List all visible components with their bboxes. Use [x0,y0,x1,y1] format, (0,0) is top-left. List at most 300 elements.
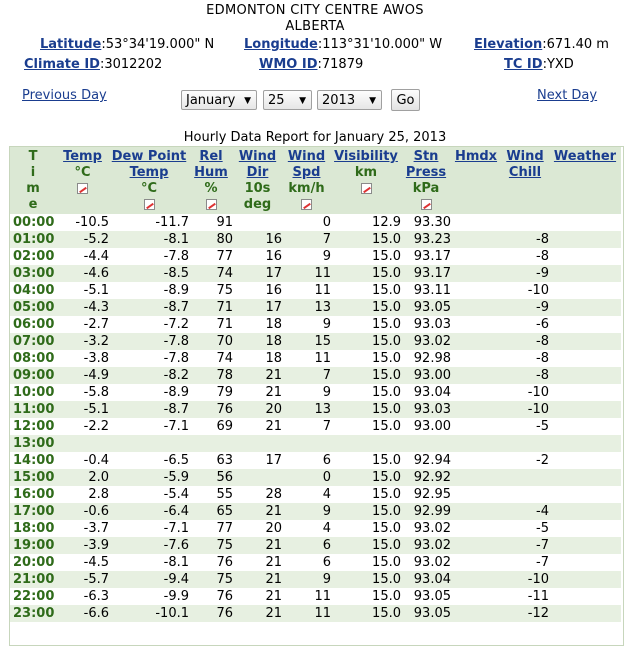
cell-windchill: -10 [501,282,549,299]
latitude-label[interactable]: Latitude [40,37,102,52]
cell-windchill: -5 [501,520,549,537]
cell-windchill: -4 [501,503,549,520]
cell-dewpoint: -6.4 [109,503,189,520]
col-humidex-link[interactable]: Hmdx [454,149,498,164]
cell-time: 10:00 [10,384,56,401]
cell-humidity: 76 [189,401,233,418]
cell-visibility: 15.0 [331,418,401,435]
col-windchill-header [501,147,549,214]
cell-pressure: 93.03 [401,401,451,418]
cell-time: 13:00 [10,435,56,452]
cell-weather [549,571,621,588]
cell-visibility [331,435,401,452]
col-time-letter: T [28,149,38,164]
cell-humidity: 69 [189,418,233,435]
cell-temp: -6.3 [56,588,109,605]
cell-dewpoint: -6.5 [109,452,189,469]
cell-weather [549,265,621,282]
cell-temp: -2.2 [56,418,109,435]
table-row [10,384,621,401]
cell-time: 18:00 [10,520,56,537]
cell-time: 00:00 [10,214,56,231]
cell-time: 22:00 [10,588,56,605]
col-visibility-link[interactable]: Visibility [334,149,398,164]
cell-visibility: 15.0 [331,299,401,316]
cell-humidex [451,469,501,486]
col-wind-spd-header [282,147,331,214]
cell-weather [549,299,621,316]
cell-dewpoint: -9.9 [109,588,189,605]
cell-time: 15:00 [10,469,56,486]
cell-windchill: -8 [501,333,549,350]
cell-visibility: 15.0 [331,520,401,537]
cell-temp: 2.0 [56,469,109,486]
cell-weather [549,486,621,503]
cell-windchill: -11 [501,588,549,605]
cell-dewpoint: -8.9 [109,282,189,299]
cell-weather [549,537,621,554]
cell-humidity: 71 [189,316,233,333]
cell-dewpoint: -7.8 [109,248,189,265]
cell-wind-dir: 21 [233,537,282,554]
col-wind-dir-header [233,147,282,214]
cell-time: 08:00 [10,350,56,367]
cell-humidex [451,418,501,435]
col-pressure-unit: kPa [412,181,440,196]
cell-weather [549,248,621,265]
col-visibility-unit: km [354,165,378,180]
cell-humidity: 56 [189,469,233,486]
col-pressure-link[interactable]: Stn [413,149,439,164]
cell-humidex [451,401,501,418]
tc-id-label[interactable]: TC ID [504,57,543,72]
cell-windchill: -7 [501,554,549,571]
cell-pressure: 93.02 [401,520,451,537]
cell-time: 23:00 [10,605,56,622]
elevation-label[interactable]: Elevation [474,37,543,52]
cell-visibility: 15.0 [331,554,401,571]
cell-temp: -0.6 [56,503,109,520]
cell-wind-spd: 9 [282,316,331,333]
cell-windchill: -8 [501,248,549,265]
cell-humidex [451,367,501,384]
cell-pressure: 93.04 [401,571,451,588]
cell-wind-spd: 6 [282,452,331,469]
table-row [10,401,621,418]
col-weather-link[interactable]: Weather [553,149,617,164]
cell-time: 11:00 [10,401,56,418]
table-row [10,248,621,265]
cell-dewpoint: -7.8 [109,333,189,350]
cell-weather [549,588,621,605]
cell-wind-dir: 17 [233,452,282,469]
month-select-value: January [186,93,236,108]
cell-humidity: 76 [189,554,233,571]
cell-wind-dir: 21 [233,605,282,622]
longitude-row: Longitude:113°31'10.000" W [244,37,443,52]
chart-icon[interactable] [77,183,88,194]
cell-wind-dir: 17 [233,265,282,282]
cell-time: 19:00 [10,537,56,554]
col-temp-header [56,147,109,214]
cell-wind-dir: 16 [233,282,282,299]
cell-dewpoint: -8.7 [109,299,189,316]
cell-visibility: 15.0 [331,452,401,469]
chart-icon[interactable] [301,199,312,210]
cell-time: 05:00 [10,299,56,316]
elevation-row: Elevation:671.40 m [474,37,609,52]
cell-humidex [451,214,501,231]
cell-windchill: -10 [501,401,549,418]
cell-weather [549,350,621,367]
cell-temp: -2.7 [56,316,109,333]
cell-humidity: 70 [189,333,233,350]
col-wind-spd-unit: km/h [288,181,325,196]
cell-pressure: 93.00 [401,418,451,435]
cell-time: 16:00 [10,486,56,503]
climate-id-row: Climate ID:3012202 [24,57,163,72]
cell-visibility: 15.0 [331,333,401,350]
cell-windchill: -10 [501,571,549,588]
col-dewpoint-unit: °C [140,181,158,196]
cell-humidex [451,384,501,401]
col-wind-spd-link-2[interactable]: Spd [292,165,321,180]
table-row [10,316,621,333]
cell-temp: -3.8 [56,350,109,367]
cell-weather [549,214,621,231]
day-select-value: 25 [268,93,285,108]
col-temp-link[interactable]: Temp [63,149,102,164]
cell-humidex [451,503,501,520]
cell-pressure: 92.92 [401,469,451,486]
cell-wind-dir: 21 [233,418,282,435]
cell-wind-dir: 16 [233,248,282,265]
cell-temp: -4.3 [56,299,109,316]
cell-windchill [501,486,549,503]
cell-weather [549,503,621,520]
cell-humidity: 74 [189,350,233,367]
cell-humidity [189,435,233,452]
cell-weather [549,418,621,435]
cell-temp [56,435,109,452]
cell-visibility: 15.0 [331,248,401,265]
col-humidity-link[interactable]: Rel [199,149,223,164]
col-time-header [10,147,56,214]
chart-icon[interactable] [206,199,217,210]
cell-time: 03:00 [10,265,56,282]
cell-time: 20:00 [10,554,56,571]
cell-wind-spd: 9 [282,384,331,401]
cell-pressure: 92.98 [401,350,451,367]
cell-temp: -4.9 [56,367,109,384]
table-body [10,214,621,622]
next-day-link[interactable]: Next Day [537,88,598,103]
cell-humidex [451,486,501,503]
table-row [10,435,621,452]
cell-wind-spd: 7 [282,231,331,248]
col-time-letter: i [30,165,36,180]
col-wind-dir-link-2[interactable]: Dir [246,165,269,180]
cell-wind-dir: 21 [233,384,282,401]
cell-weather [549,605,621,622]
cell-humidity: 75 [189,282,233,299]
cell-temp: -4.4 [56,248,109,265]
cell-dewpoint: -7.1 [109,520,189,537]
hourly-data-table-container [9,146,624,646]
cell-wind-spd: 11 [282,588,331,605]
col-wind-dir-unit: 10s [244,181,271,196]
table-row [10,333,621,350]
cell-humidex [451,435,501,452]
year-select[interactable] [317,90,382,110]
cell-visibility: 15.0 [331,571,401,588]
cell-windchill: -8 [501,350,549,367]
report-caption: Hourly Data Report for January 25, 2013 [183,130,447,145]
cell-wind-spd: 6 [282,554,331,571]
cell-humidex [451,316,501,333]
cell-pressure: 93.17 [401,248,451,265]
cell-pressure: 93.11 [401,282,451,299]
cell-visibility: 15.0 [331,350,401,367]
cell-dewpoint: -7.1 [109,418,189,435]
cell-visibility: 15.0 [331,316,401,333]
cell-wind-spd: 13 [282,401,331,418]
cell-pressure: 93.00 [401,367,451,384]
cell-wind-dir: 28 [233,486,282,503]
station-province: ALBERTA [285,19,345,34]
cell-wind-dir [233,469,282,486]
col-dewpoint-link-2[interactable]: Temp [129,165,169,180]
cell-pressure: 93.05 [401,588,451,605]
col-windchill-link-2[interactable]: Chill [508,165,542,180]
cell-temp: -10.5 [56,214,109,231]
cell-wind-spd: 0 [282,469,331,486]
cell-weather [549,554,621,571]
cell-dewpoint: -7.6 [109,537,189,554]
tc-id-value: YXD [546,57,574,72]
cell-pressure: 93.23 [401,231,451,248]
table-row [10,588,621,605]
cell-pressure: 93.02 [401,333,451,350]
cell-visibility: 15.0 [331,401,401,418]
cell-weather [549,367,621,384]
cell-windchill: -8 [501,367,549,384]
cell-windchill [501,214,549,231]
cell-weather [549,384,621,401]
cell-wind-dir [233,435,282,452]
col-humidity-unit: % [204,181,218,196]
previous-day-link[interactable]: Previous Day [22,88,107,103]
cell-humidex [451,520,501,537]
cell-time: 07:00 [10,333,56,350]
year-select-value: 2013 [322,93,356,108]
cell-dewpoint: -5.4 [109,486,189,503]
cell-visibility: 12.9 [331,214,401,231]
go-button[interactable]: Go [391,89,420,111]
cell-humidex [451,537,501,554]
cell-wind-dir [233,214,282,231]
cell-visibility: 15.0 [331,282,401,299]
cell-humidity: 80 [189,231,233,248]
cell-windchill: -2 [501,452,549,469]
cell-dewpoint: -8.1 [109,231,189,248]
table-row [10,265,621,282]
day-select[interactable] [263,90,312,110]
cell-wind-spd [282,435,331,452]
cell-windchill: -6 [501,316,549,333]
chart-icon[interactable] [421,199,432,210]
col-temp-unit: °C [74,165,91,180]
table-row [10,282,621,299]
col-dewpoint-header [109,147,189,214]
cell-humidity: 75 [189,537,233,554]
tc-id-row: TC ID:YXD [504,57,574,72]
cell-pressure: 92.95 [401,486,451,503]
station-name: EDMONTON CITY CENTRE AWOS [206,3,424,18]
climate-id-label[interactable]: Climate ID [24,57,100,72]
month-select[interactable] [181,90,257,110]
elevation-value: 671.40 m [546,37,609,52]
cell-wind-spd: 11 [282,282,331,299]
cell-humidex [451,265,501,282]
col-windchill-link[interactable]: Wind [506,149,544,164]
cell-humidity: 55 [189,486,233,503]
cell-temp: -5.1 [56,401,109,418]
cell-temp: -5.8 [56,384,109,401]
cell-time: 01:00 [10,231,56,248]
cell-pressure: 93.05 [401,299,451,316]
cell-humidity: 76 [189,605,233,622]
table-row [10,486,621,503]
col-wind-dir-link[interactable]: Wind [238,149,277,164]
cell-dewpoint: -8.9 [109,384,189,401]
table-row [10,469,621,486]
cell-weather [549,333,621,350]
cell-pressure: 93.05 [401,605,451,622]
cell-time: 04:00 [10,282,56,299]
cell-pressure: 93.02 [401,537,451,554]
col-dewpoint-link[interactable]: Dew Point [111,149,187,164]
cell-wind-dir: 18 [233,333,282,350]
cell-humidex [451,299,501,316]
cell-windchill [501,469,549,486]
wmo-id-label[interactable]: WMO ID [259,57,318,72]
cell-wind-spd: 7 [282,418,331,435]
cell-dewpoint: -8.2 [109,367,189,384]
cell-humidex [451,588,501,605]
cell-pressure: 93.03 [401,316,451,333]
cell-temp: -3.2 [56,333,109,350]
cell-wind-spd: 11 [282,605,331,622]
cell-pressure: 93.04 [401,384,451,401]
cell-windchill [501,435,549,452]
cell-humidity: 79 [189,384,233,401]
cell-humidex [451,452,501,469]
cell-pressure: 93.02 [401,554,451,571]
cell-wind-spd: 6 [282,537,331,554]
chevron-down-icon: ▼ [369,96,376,106]
cell-dewpoint [109,435,189,452]
col-humidity-header [189,147,233,214]
table-row [10,367,621,384]
cell-humidity: 63 [189,452,233,469]
cell-wind-dir: 16 [233,231,282,248]
cell-wind-dir: 21 [233,367,282,384]
cell-weather [549,401,621,418]
wmo-id-row: WMO ID:71879 [259,57,364,72]
cell-weather [549,282,621,299]
cell-pressure: 92.99 [401,503,451,520]
cell-humidity: 91 [189,214,233,231]
table-row [10,503,621,520]
cell-windchill: -8 [501,231,549,248]
cell-visibility: 15.0 [331,588,401,605]
cell-pressure: 93.30 [401,214,451,231]
cell-humidity: 75 [189,571,233,588]
cell-temp: -3.9 [56,537,109,554]
latitude-value: 53°34'19.000" N [105,37,215,52]
cell-wind-dir: 20 [233,401,282,418]
cell-humidity: 77 [189,520,233,537]
chart-icon[interactable] [144,199,155,210]
col-pressure-link-2[interactable]: Press [405,165,447,180]
cell-time: 14:00 [10,452,56,469]
table-row [10,554,621,571]
cell-temp: -0.4 [56,452,109,469]
col-pressure-header [401,147,451,214]
col-humidity-link-2[interactable]: Hum [194,165,228,180]
cell-wind-spd: 13 [282,299,331,316]
col-wind-spd-link[interactable]: Wind [287,149,326,164]
cell-temp: -3.7 [56,520,109,537]
table-row [10,605,621,622]
cell-dewpoint: -8.7 [109,401,189,418]
cell-visibility: 15.0 [331,503,401,520]
longitude-label[interactable]: Longitude [244,37,318,52]
cell-windchill: -12 [501,605,549,622]
cell-dewpoint: -7.8 [109,350,189,367]
cell-wind-spd: 0 [282,214,331,231]
cell-humidity: 78 [189,367,233,384]
cell-dewpoint: -10.1 [109,605,189,622]
cell-visibility: 15.0 [331,469,401,486]
cell-dewpoint: -7.2 [109,316,189,333]
table-row [10,231,621,248]
cell-pressure [401,435,451,452]
cell-weather [549,316,621,333]
col-time-letter: m [26,181,40,196]
cell-humidity: 76 [189,588,233,605]
chart-icon[interactable] [361,183,372,194]
cell-windchill: -7 [501,537,549,554]
hourly-data-table [10,147,621,622]
cell-time: 02:00 [10,248,56,265]
longitude-value: 113°31'10.000" W [322,37,443,52]
cell-wind-spd: 4 [282,486,331,503]
cell-time: 12:00 [10,418,56,435]
table-row [10,537,621,554]
table-row [10,350,621,367]
cell-temp: -5.7 [56,571,109,588]
cell-wind-dir: 18 [233,316,282,333]
cell-temp: -4.6 [56,265,109,282]
cell-humidex [451,571,501,588]
cell-wind-spd: 4 [282,520,331,537]
wmo-id-value: 71879 [321,57,364,72]
cell-windchill: -9 [501,299,549,316]
table-row [10,418,621,435]
cell-time: 21:00 [10,571,56,588]
